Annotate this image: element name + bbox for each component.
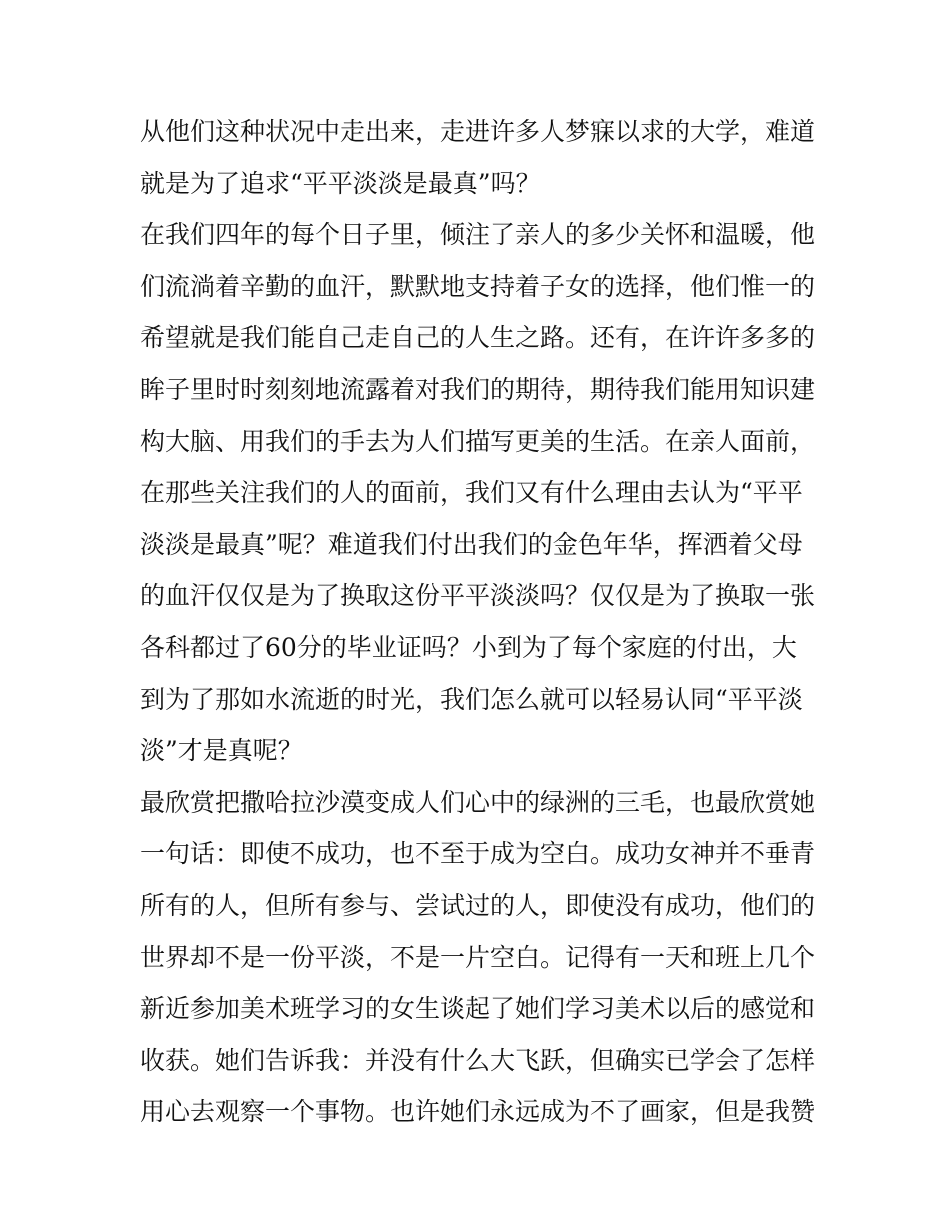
text-line-2: 就是为了追求“平平淡淡是最真”吗？ xyxy=(140,168,541,198)
text-line-17: 世界却不是一份平淡，不是一片空白。记得有一天和班上几个 xyxy=(140,942,816,972)
text-line-7: 构大脑、用我们的手去为人们描写更美的生活。在亲人面前， xyxy=(140,426,816,456)
text-line-3: 在我们四年的每个日子里，倾注了亲人的多少关怀和温暖，他 xyxy=(140,220,816,250)
text-line-13: 淡”才是真呢？ xyxy=(140,736,303,766)
text-line-18: 新近参加美术班学习的女生谈起了她们学习美术以后的感觉和 xyxy=(140,994,816,1024)
text-line-10: 的血汗仅仅是为了换取这份平平淡淡吗？仅仅是为了换取一张 xyxy=(140,581,816,611)
text-line-16: 所有的人，但所有参与、尝试过的人，即使没有成功，他们的 xyxy=(140,890,816,920)
text-line-4: 们流淌着辛勤的血汗，默默地支持着子女的选择，他们惟一的 xyxy=(140,271,816,301)
text-line-19: 收获。她们告诉我：并没有什么大飞跃，但确实已学会了怎样 xyxy=(140,1045,816,1075)
text-line-5: 希望就是我们能自己走自己的人生之路。还有，在许许多多的 xyxy=(140,323,816,353)
text-line-14: 最欣赏把撒哈拉沙漠变成人们心中的绿洲的三毛，也最欣赏她 xyxy=(140,787,816,817)
text-line-12: 到为了那如水流逝的时光，我们怎么就可以轻易认同“平平淡 xyxy=(140,684,803,714)
body-text xyxy=(140,106,820,1138)
text-line-15: 一句话：即使不成功，也不至于成为空白。成功女神并不垂青 xyxy=(140,839,816,869)
text-line-20: 用心去观察一个事物。也许她们永远成为不了画家，但是我赞 xyxy=(140,1097,816,1127)
text-line-1: 从他们这种状况中走出来，走进许多人梦寐以求的大学，难道 xyxy=(140,117,816,146)
text-line-6: 眸子里时时刻刻地流露着对我们的期待，期待我们能用知识建 xyxy=(140,374,816,404)
text-line-8: 在那些关注我们的人的面前，我们又有什么理由去认为“平平 xyxy=(140,478,803,508)
text-line-9: 淡淡是最真”呢？难道我们付出我们的金色年华，挥洒着父母 xyxy=(140,529,803,559)
text-line-11: 各科都过了60分的毕业证吗？小到为了每个家庭的付出，大 xyxy=(140,632,797,662)
